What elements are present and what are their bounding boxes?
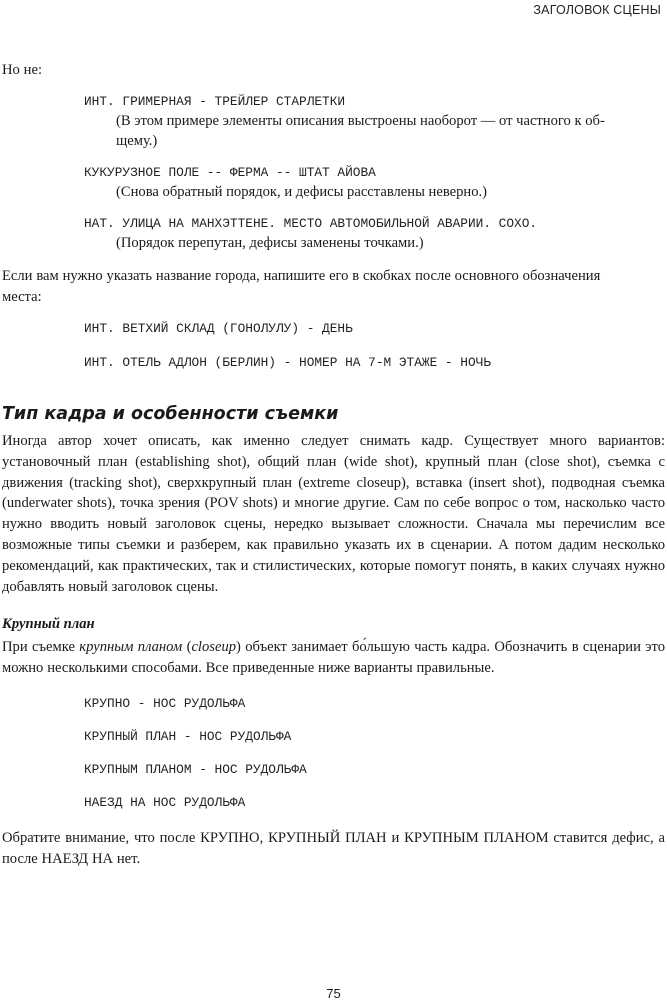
closeup-example-1: КРУПНО - НОС РУДОЛЬФА	[84, 695, 246, 711]
bad-example-slug-3: НАТ. УЛИЦА НА МАНХЭТТЕНЕ. МЕСТО АВТОМОБИЛЬНОЙ АВАРИИ. СОХО.	[84, 216, 538, 232]
city-example-1: ИНТ. ВЕТХИЙ СКЛАД (ГОНОЛУЛУ) - ДЕНЬ	[84, 321, 353, 337]
city-paragraph	[2, 266, 665, 308]
closeup-term-en: closeup	[191, 639, 237, 656]
city-example-2: ИНТ. ОТЕЛЬ АДЛОН (БЕРЛИН) - НОМЕР НА 7-М ЭТАЖЕ - НОЧЬ	[84, 355, 492, 371]
bad-example-slug-1: ИНТ. ГРИМЕРНАЯ - ТРЕЙЛЕР СТАРЛЕТКИ	[84, 93, 346, 109]
page-number: 75	[326, 986, 341, 1001]
city-paragraph-line1: Если вам нужно указать название города, напишите его в скобках после основного обозначения	[2, 268, 601, 285]
bad-example-note-3: (Порядок перепутан, дефисы заменены точками.)	[116, 235, 424, 252]
closeup-example-2: КРУПНЫЙ ПЛАН - НОС РУДОЛЬФА	[84, 728, 292, 744]
closeup-text-1: При съемке	[2, 639, 80, 656]
section-title: Тип кадра и особенности съемки	[2, 404, 339, 425]
closeup-paragraph	[2, 637, 665, 679]
bad-example-note-1-line1: (В этом примере элементы описания выстроены наоборот — от частного к об-	[116, 112, 605, 129]
intro-text: Но не:	[2, 62, 43, 78]
closeup-text-3: ) объект занимает бо́льшую часть кадра. Обозначить в сценарии это можно несколькими способами. Все приведенные ниже варианты правильные.	[2, 639, 665, 677]
running-head: ЗАГОЛОВОК СЦЕНЫ	[533, 3, 661, 17]
closing-paragraph: Обратите внимание, что после КРУПНО, КРУПНЫЙ ПЛАН и КРУПНЫМ ПЛАНОМ ставится дефис, а после НАЕЗД НА нет.	[2, 829, 665, 867]
closeup-term-ru: крупным планом	[79, 639, 183, 656]
page-body	[0, 60, 667, 870]
bad-example-note-2: (Снова обратный порядок, и дефисы расставлены неверно.)	[116, 183, 488, 200]
closeup-example-4: НАЕЗД НА НОС РУДОЛЬФА	[84, 794, 246, 810]
closeup-example-3: КРУПНЫМ ПЛАНОМ - НОС РУДОЛЬФА	[84, 761, 307, 777]
bad-example-slug-2: КУКУРУЗНОЕ ПОЛЕ -- ФЕРМА -- ШТАТ АЙОВА	[84, 164, 376, 180]
bad-example-note-1	[116, 111, 663, 152]
bad-example-note-1-line2: щему.)	[116, 133, 158, 150]
section-paragraph: Иногда автор хочет описать, как именно следует снимать кадр. Существует много вариантов: установочный план (establishing shot), общий план (wide shot), крупный план (close shot), съемка с движения (tracking shot), сверхкрупный план (extreme closeup), вставка (insert shot), подводная съемка (underwater shots), точка зрения (POV shots) и многие другие. Сам по себе вопрос о том, насколько часто нужно вводить новый заголовок сцены, нередко вызывает сложности. Сначала мы перечислим все возможные типы съемки и разберем, как правильно указать их в сценарии. А потом дадим несколько рекомендаций, как практических, так и стилистических, которые помогут понять, в каких случаях нужно добавлять новый заголовок сцены.	[2, 433, 665, 595]
city-paragraph-line2: места:	[2, 289, 42, 306]
subsection-title: Крупный план	[2, 616, 95, 633]
closeup-text-2: (	[182, 639, 192, 656]
